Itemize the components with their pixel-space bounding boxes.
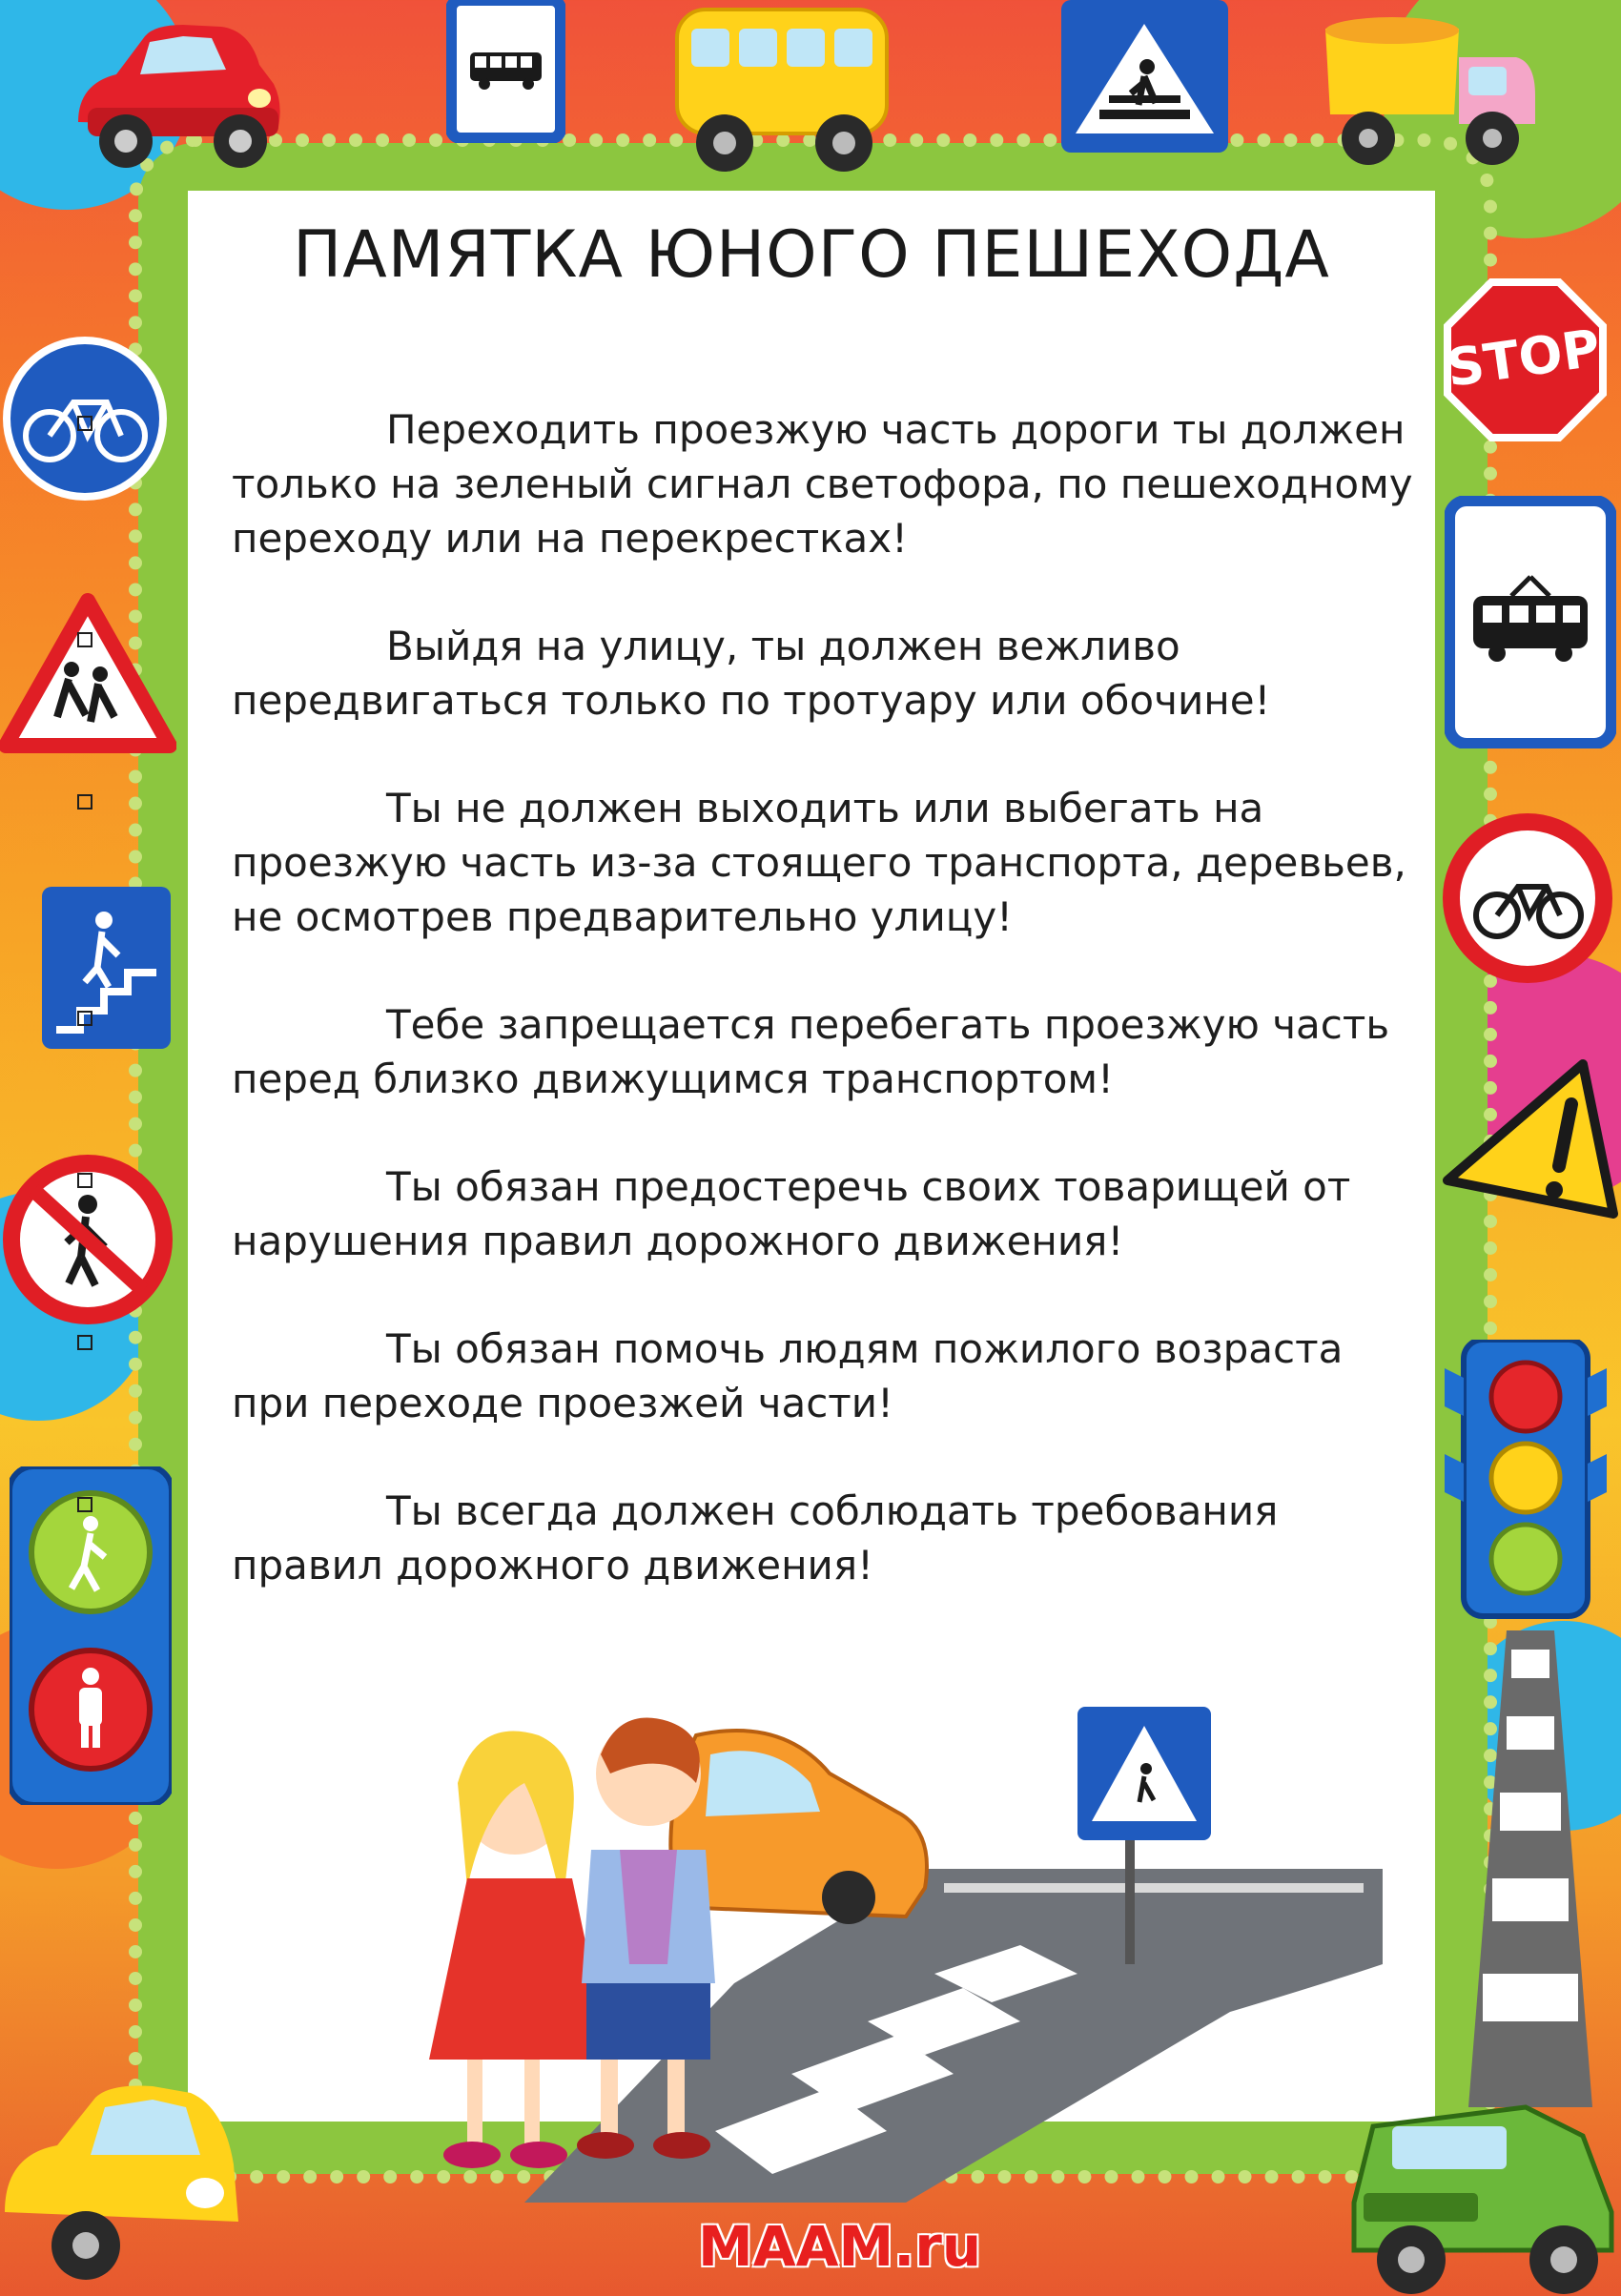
rule-text: Ты всегда должен соблюдать требования правил дорожного движения! [232, 1487, 1279, 1589]
traffic-light-icon [1445, 1340, 1607, 1635]
yellow-car-icon [0, 2069, 248, 2288]
list-item [232, 1484, 1414, 1592]
warning-exclamation-sign-icon [1440, 1056, 1621, 1223]
underpass-sign-icon [42, 887, 171, 1049]
bullet-icon [77, 794, 92, 810]
brand-logo[interactable]: MAAM.ru [698, 2214, 982, 2279]
pedestrian-traffic-light-icon [10, 1466, 172, 1805]
list-item [232, 402, 1414, 565]
page-title: ПАМЯТКА ЮНОГО ПЕШЕХОДА [293, 217, 1330, 293]
stop-sign-label: STOP [1443, 318, 1604, 400]
rule-text: Переходить проезжую часть дороги ты должен только на зеленый сигнал светофора, по пешеходному переходу или на перекрестках! [232, 406, 1413, 562]
children-warning-sign-icon [0, 593, 176, 755]
rules-list [232, 402, 1414, 1646]
bullet-icon [77, 632, 92, 647]
no-bicycles-sign-icon [1442, 812, 1613, 984]
bullet-icon [77, 1335, 92, 1350]
bullet-icon [77, 1011, 92, 1026]
children-crossing-illustration [334, 1697, 1402, 2203]
road-stripe-decoration [1468, 1630, 1592, 2107]
list-item [232, 1159, 1414, 1268]
stop-sign-icon [1442, 277, 1609, 443]
rule-text: Ты обязан помочь людям пожилого возраста при переходе проезжей части! [232, 1325, 1344, 1426]
rule-text: Тебе запрещается перебегать проезжую часть перед близко движущимся транспортом! [232, 1001, 1390, 1102]
bus-stop-sign-icon [446, 0, 565, 143]
dump-truck-icon [1316, 10, 1545, 181]
rule-text: Ты обязан предостеречь своих товарищей от нарушения правил дорожного движения! [232, 1163, 1351, 1264]
list-item [232, 781, 1414, 944]
rule-text: Ты не должен выходить или выбегать на проезжую часть из-за стоящего транспорта, деревьев, не осмотрев предварительно улицу! [232, 785, 1406, 940]
tram-stop-sign-icon [1445, 496, 1616, 748]
rule-text: Выйдя на улицу, ты должен вежливо передвигаться только по тротуару или обочине! [232, 623, 1271, 724]
school-bus-icon [667, 0, 896, 181]
bullet-icon [77, 1173, 92, 1188]
bullet-icon [77, 416, 92, 431]
crosswalk-sign-icon [1057, 0, 1233, 157]
list-item [232, 1322, 1414, 1430]
bullet-icon [77, 1497, 92, 1512]
list-item [232, 997, 1414, 1106]
list-item [232, 619, 1414, 728]
red-car-icon [59, 17, 288, 179]
